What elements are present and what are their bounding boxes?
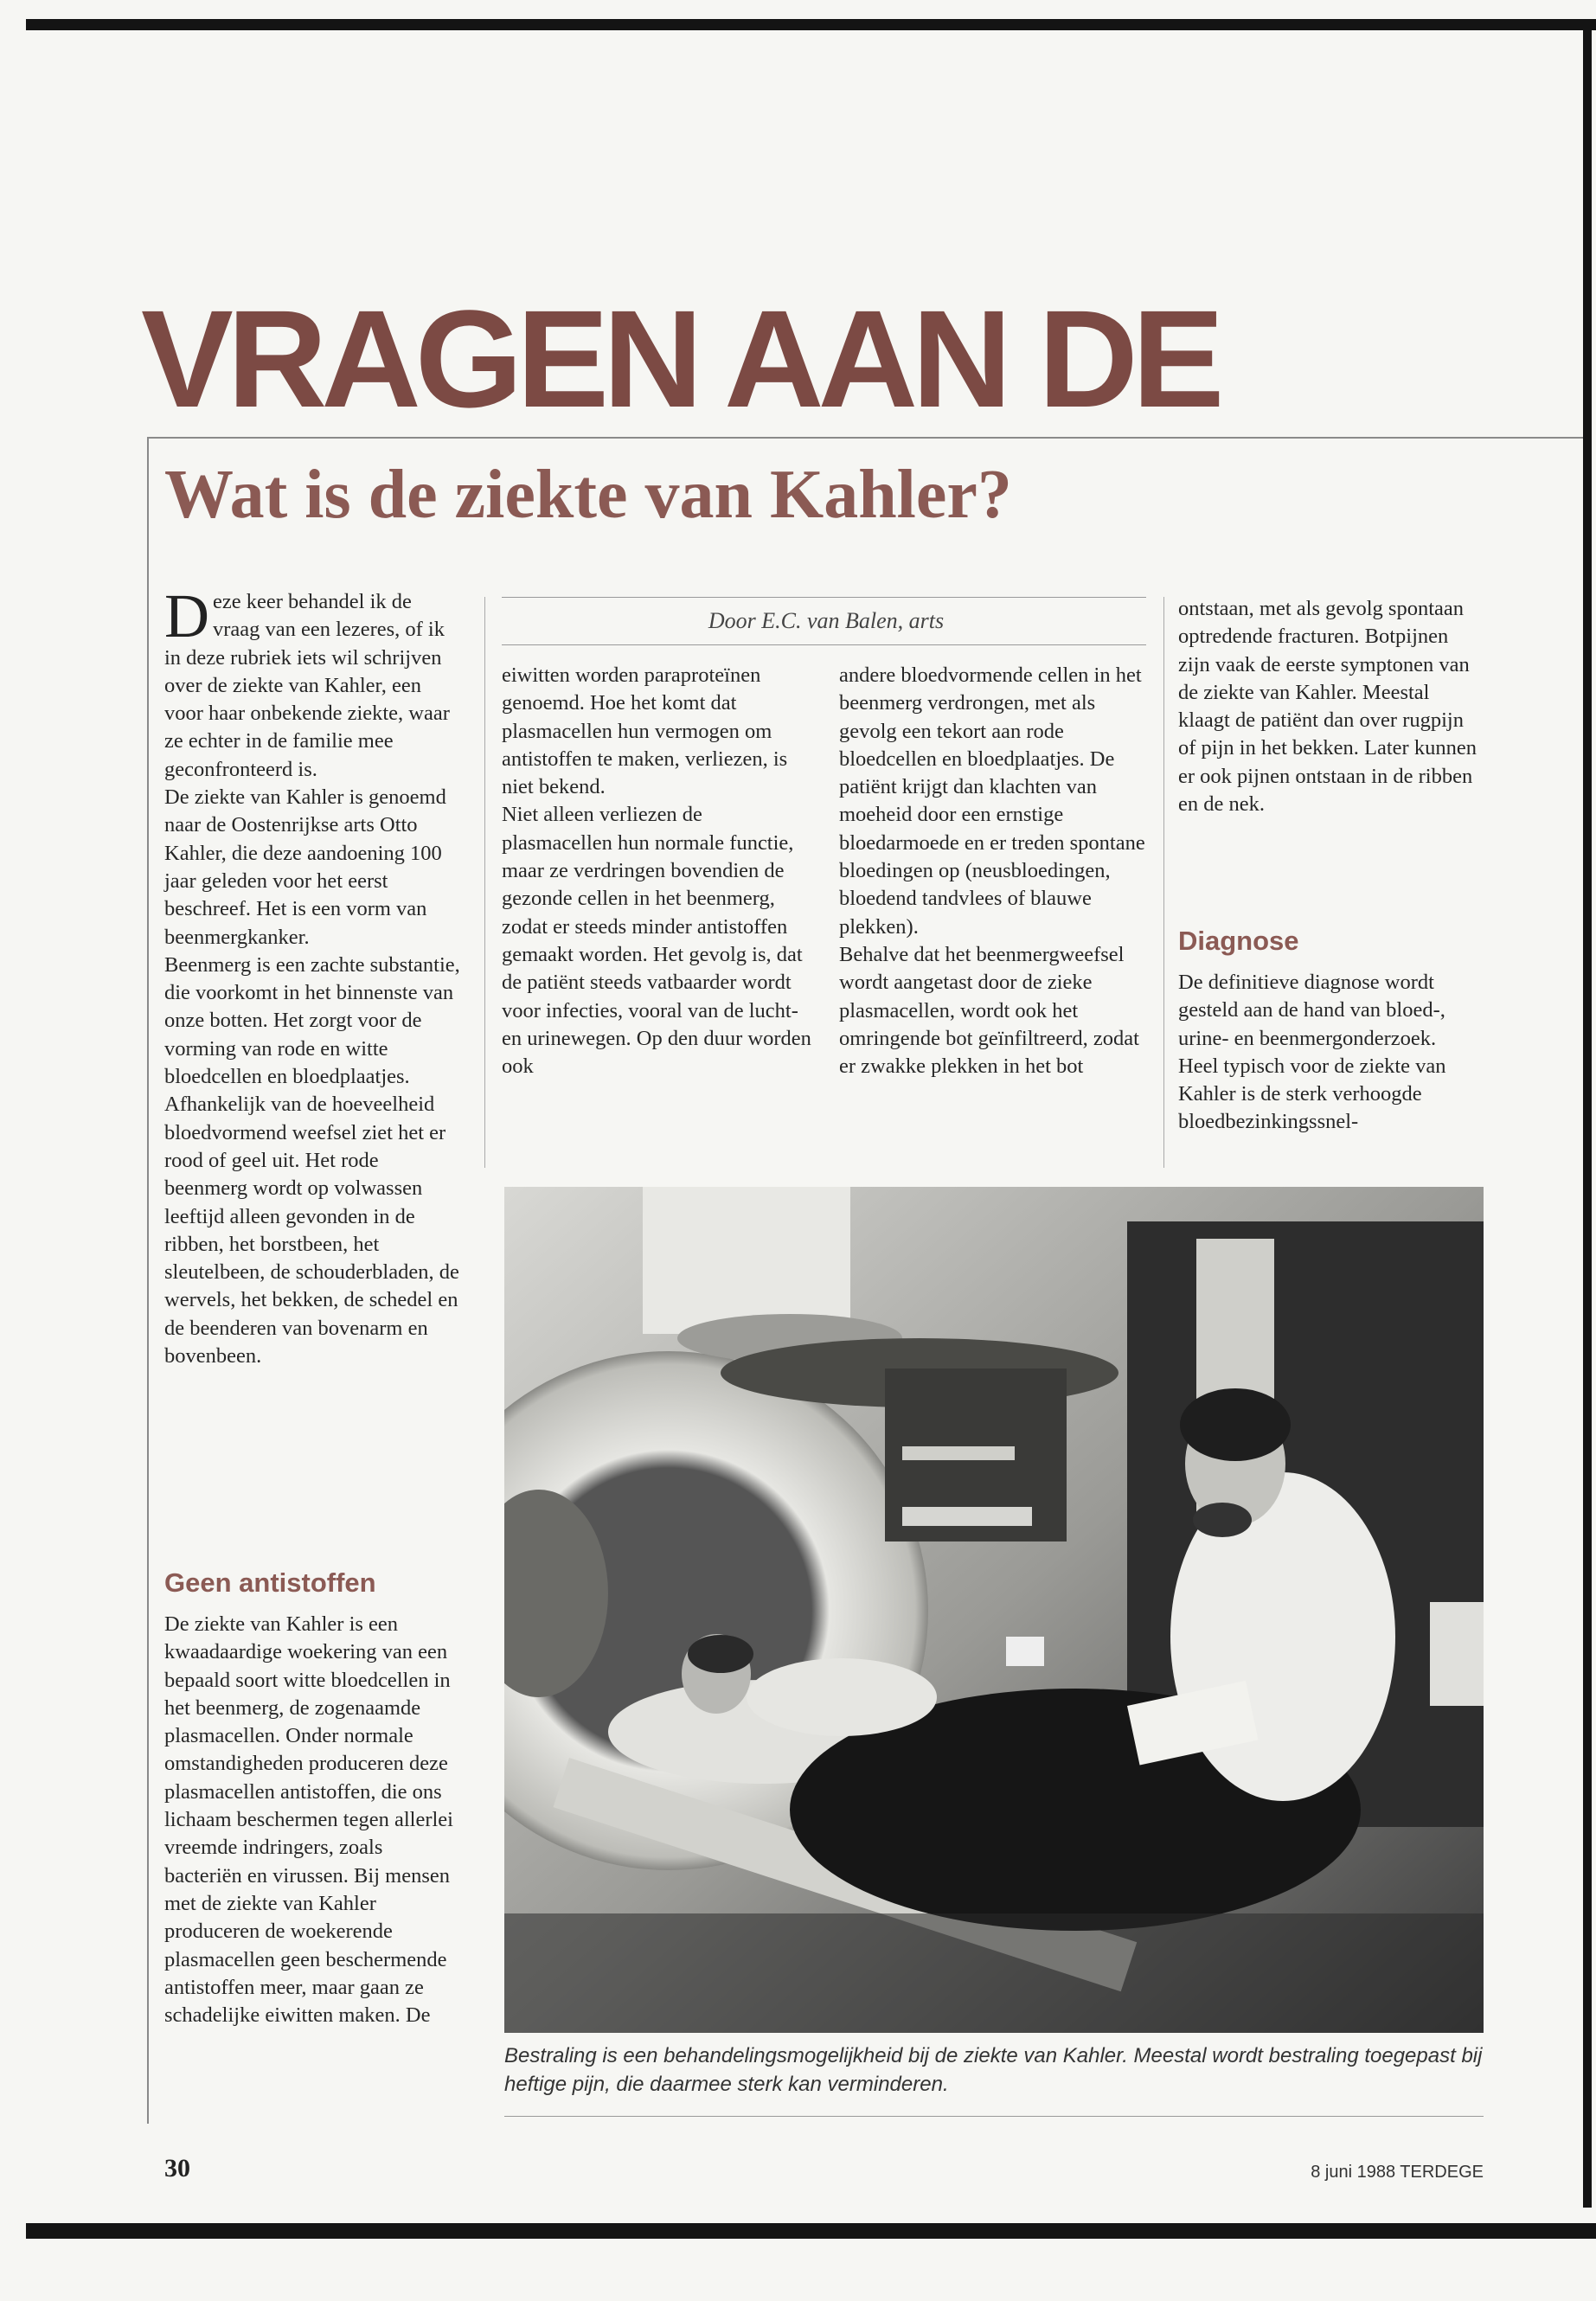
article-title: Wat is de ziekte van Kahler? bbox=[164, 457, 1012, 533]
subheading-geen-antistoffen: Geen antistoffen bbox=[164, 1567, 376, 1598]
paragraph: eiwitten worden paraproteïnen genoemd. Hoe het komt dat plasmacellen hun vermogen om antistoffen te maken, verliezen, is niet bekend. bbox=[502, 663, 788, 799]
column-4-continued bbox=[1178, 969, 1477, 1137]
drop-cap: D bbox=[164, 581, 209, 651]
photo-caption: Bestraling is een behandelingsmogelijkheid bij de ziekte van Kahler. Meestal wordt bestraling toegepast bij heftige pijn, die daarmee sterk kan verminderen. bbox=[504, 2044, 1483, 2096]
column-4 bbox=[1178, 595, 1477, 818]
page-border-right bbox=[1583, 19, 1592, 2208]
column-separator bbox=[484, 597, 485, 1168]
caption-rule bbox=[504, 2116, 1484, 2117]
intro-text: eze keer behandel ik de vraag van een lezeres, of ik in deze rubriek iets wil schrijven over de ziekte van Kahler, een voor haar onbekende ziekte, waar ze echter in de familie mee geconfronteerd is. bbox=[164, 590, 450, 781]
column-1 bbox=[164, 581, 463, 1370]
paragraph: Beenmerg is een zachte substantie, die voorkomt in het binnenste van onze botten. Het zorgt voor de vorming van rode en witte bloedcellen en bloedplaatjes. Afhankelijk van de hoeveelheid bloedvormend weefsel ziet het er rood of geel uit. Het rode beenmerg wordt op volwassen leeftijd alleen gevonden in de ribben, het borstbeen, het sleutelbeen, de schouderbladen, de wervels, het bekken, de schedel en de beenderen van bovenarm en bovenbeen. bbox=[164, 952, 460, 1368]
byline: Door E.C. van Balen, arts bbox=[708, 608, 945, 633]
column-2 bbox=[502, 662, 817, 1080]
radiotherapy-photo bbox=[504, 1187, 1484, 2033]
left-rule bbox=[147, 437, 149, 2124]
column-separator bbox=[1163, 597, 1164, 1168]
page-border-top bbox=[26, 19, 1596, 30]
header-rule bbox=[147, 437, 1583, 439]
paragraph: ontstaan, met als gevolg spontaan optredende fracturen. Botpijnen zijn vaak de eerste symptonen van de ziekte van Kahler. Meestal klaagt de patiënt dan over rugpijn of pijn in het bekken. Later kunnen er ook pijnen ontstaan in de ribben en de nek. bbox=[1178, 597, 1477, 817]
paragraph: andere bloedvormende cellen in het beenmerg verdrongen, met als gevolg een tekort aan rode bloedcellen en bloedplaatjes. De patiënt krijgt dan klachten van moeheid door een ernstige bloedarmoede en er treden spontane bloedingen op (neusbloedingen, bloedend tandvlees of blauwe plekken). bbox=[839, 663, 1145, 939]
column-3 bbox=[839, 662, 1151, 1080]
publication-date: 8 juni 1988 TERDEGE bbox=[1311, 2163, 1484, 2182]
byline-rule-top bbox=[502, 597, 1146, 598]
subheading-diagnose: Diagnose bbox=[1178, 926, 1299, 956]
page-border-bottom bbox=[26, 2223, 1596, 2239]
paragraph: Niet alleen verliezen de plasmacellen hun normale functie, maar ze verdringen bovendien de gezonde cellen in het beenmerg, zodat er steeds minder antistoffen gemaakt worden. Het gevolg is, dat de patiënt steeds vatbaarder wordt voor infecties, vooral van de lucht- en urinewegen. Op den duur worden ook bbox=[502, 803, 811, 1079]
intro-paragraph bbox=[164, 581, 463, 784]
headline: VRAGEN AAN DE bbox=[141, 281, 1219, 436]
paragraph: De ziekte van Kahler is een kwaadaardige woekering van een bepaald soort witte bloedcellen in het beenmerg, de zogenaamde plasmacellen. Onder normale omstandigheden produceren deze plasmacellen antistoffen, die ons lichaam beschermen tegen allerlei vreemde indringers, zoals bacteriën en virussen. Bij mensen met de ziekte van Kahler produceren de woekerende plasmacellen geen beschermende antistoffen meer, maar gaan ze schadelijke eiwitten maken. De bbox=[164, 1612, 453, 2028]
paragraph: De definitieve diagnose wordt gesteld aan de hand van bloed-, urine- en beenmergonderzoek. Heel typisch voor de ziekte van Kahler is de sterk verhoogde bloedbezinkingssnel- bbox=[1178, 971, 1446, 1134]
byline-rule-bottom bbox=[502, 644, 1146, 645]
article-photo bbox=[504, 1187, 1484, 2033]
column-1-continued bbox=[164, 1611, 463, 2029]
paragraph: De ziekte van Kahler is genoemd naar de Oostenrijkse arts Otto Kahler, die deze aandoening 100 jaar geleden voor het eerst beschreef. Het is een vorm van beenmergkanker. bbox=[164, 785, 446, 949]
paragraph: Behalve dat het beenmergweefsel wordt aangetast door de zieke plasmacellen, wordt ook het omringende bot geïnfiltreerd, zodat er zwakke plekken in het bot bbox=[839, 942, 1139, 1079]
page-number: 30 bbox=[164, 2154, 190, 2182]
